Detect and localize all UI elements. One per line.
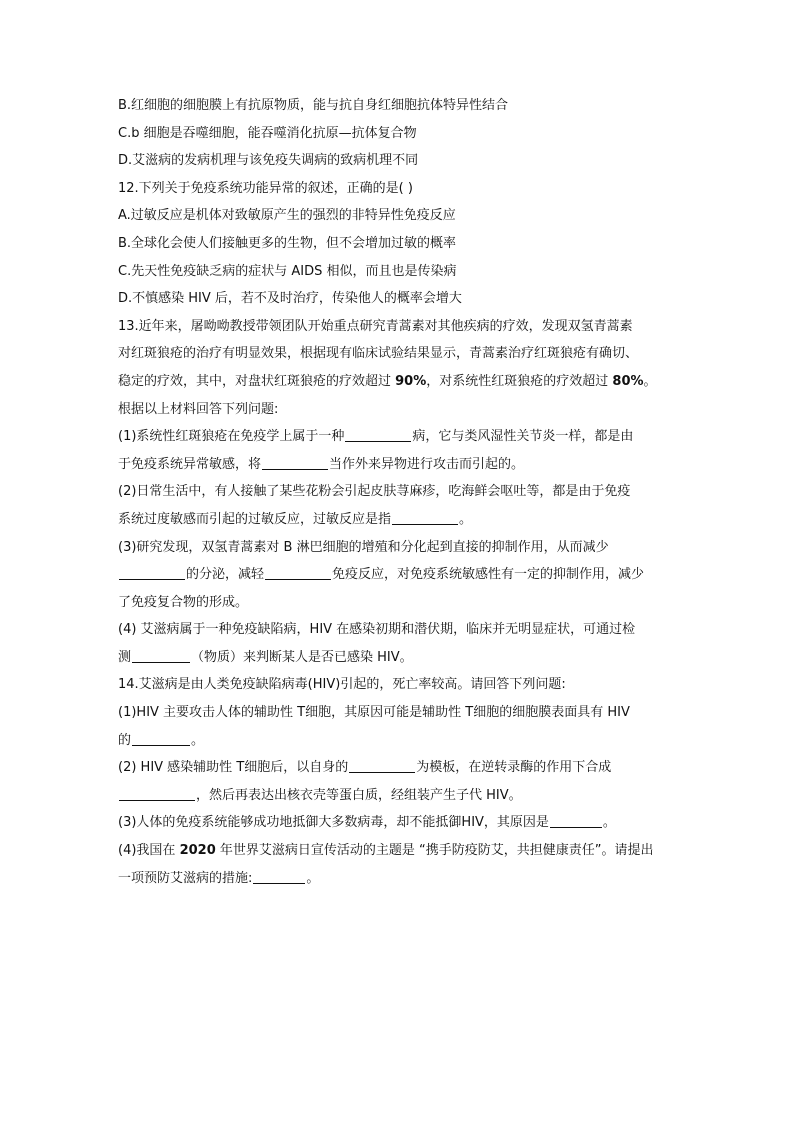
answer-blank[interactable]	[253, 869, 305, 884]
q14-part2-line-2: ，然后再表达出核衣壳等蛋白质，经组装产生子代 HIV。	[118, 782, 678, 810]
q14-part2-line-1: (2) HIV 感染辅助性 T细胞后，以自身的 为模板，在逆转录酶的作用下合成	[118, 760, 612, 776]
q13-stem-line-2: 对红斑狼疮的治疗有明显效果，根据现有临床试验结果显示，青蒿素治疗红斑狼疮有确切、	[118, 346, 639, 362]
q13-part3-line-2: 的分泌，减轻 免疫反应，对免疫系统敏感性有一定的抑制作用，减少	[118, 561, 678, 589]
q11-option-b: B.红细胞的细胞膜上有抗原物质，能与抗自身红细胞抗体特异性结合	[118, 98, 509, 113]
q12-option-c: C.先天性免疫缺乏病的症状与 AIDS 相似，而且也是传染病	[118, 263, 457, 279]
q11-option-c: C.b 细胞是吞噬细胞，能吞噬消化抗原—抗体复合物	[118, 125, 417, 141]
question-content	[118, 92, 678, 892]
percent-90: 90%	[395, 373, 427, 389]
q12-stem: 12.下列关于免疫系统功能异常的叙述，正确的是( )	[118, 180, 413, 196]
answer-blank[interactable]	[262, 455, 328, 470]
year-2020: 2020	[179, 843, 216, 859]
q14-part4-line-1: (4)我国在 2020 年世界艾滋病日宣传活动的主题是 “携手防疫防艾，共担健康责任”。请提出	[118, 843, 654, 859]
q13-part1-line-1: (1)系统性红斑狼疮在免疫学上属于一种 病，它与类风湿性关节炎一样，都是由	[118, 429, 634, 445]
q13-part1-line-2: 于免疫系统异常敏感，将 当作外来异物进行攻击而引起的。	[118, 456, 525, 472]
answer-blank[interactable]	[345, 427, 411, 442]
q13-part3-line-3: 了免疫复合物的形成。	[118, 594, 249, 610]
answer-blank[interactable]	[265, 565, 331, 580]
q13-part4-line-1: (4) 艾滋病属于一种免疫缺陷病，HIV 在感染初期和潜伏期，临床并无明显症状，可通过检	[118, 622, 636, 638]
answer-blank[interactable]	[119, 786, 195, 801]
q14-stem: 14.艾滋病是由人类免疫缺陷病毒(HIV)引起的，死亡率较高。请回答下列问题:	[118, 677, 566, 693]
q14-part1-line-2: 的 。	[118, 732, 205, 748]
answer-blank[interactable]	[119, 565, 185, 580]
q13-part2-line-2: 系统过度敏感而引起的过敏反应，过敏反应是指 。	[118, 511, 473, 527]
q13-stem-line-4: 根据以上材料回答下列问题:	[118, 401, 279, 417]
q13-part3-line-1: (3)研究发现，双氢青蒿素对 B 淋巴细胞的增殖和分化起到直接的抑制作用，从而减少	[118, 539, 609, 555]
q14-part4-line-2: 一项预防艾滋病的措施: 。	[118, 870, 320, 886]
answer-blank[interactable]	[392, 510, 458, 525]
q11-option-d: D.艾滋病的发病机理与该免疫失调病的致病机理不同	[118, 153, 419, 169]
answer-blank[interactable]	[349, 758, 415, 773]
q14-part3-line: (3)人体的免疫系统能够成功地抵御大多数病毒，却不能抵御HIV，其原因是 。	[118, 815, 616, 831]
q12-option-d: D.不慎感染 HIV 后，若不及时治疗，传染他人的概率会增大	[118, 291, 462, 307]
percent-80: 80%	[612, 373, 644, 389]
answer-blank[interactable]	[132, 731, 190, 746]
answer-blank[interactable]	[550, 813, 602, 828]
q13-part4-line-2: 测 （物质）来判断某人是否已感染 HIV。	[118, 649, 413, 665]
q13-part2-line-1: (2)日常生活中，有人接触了某些花粉会引起皮肤荨麻疹，吃海鲜会呕吐等，都是由于免疫	[118, 484, 631, 500]
answer-blank[interactable]	[132, 648, 190, 663]
q13-stem-line-3: 稳定的疗效，其中，对盘状红斑狼疮的疗效超过 90%，对系统性红斑狼疮的疗效超过 80%。	[118, 373, 657, 389]
q13-stem-line-1: 13.近年来，屠呦呦教授带领团队开始重点研究青蒿素对其他疾病的疗效，发现双氢青蒿素	[118, 318, 633, 334]
q12-option-b: B.全球化会使人们接触更多的生物，但不会增加过敏的概率	[118, 235, 457, 251]
q14-part1-line-1: (1)HIV 主要攻击人体的辅助性 T细胞，其原因可能是辅助性 T细胞的细胞膜表面具有 HIV	[118, 705, 630, 721]
q12-option-a: A.过敏反应是机体对致敏原产生的强烈的非特异性免疫反应	[118, 208, 456, 224]
